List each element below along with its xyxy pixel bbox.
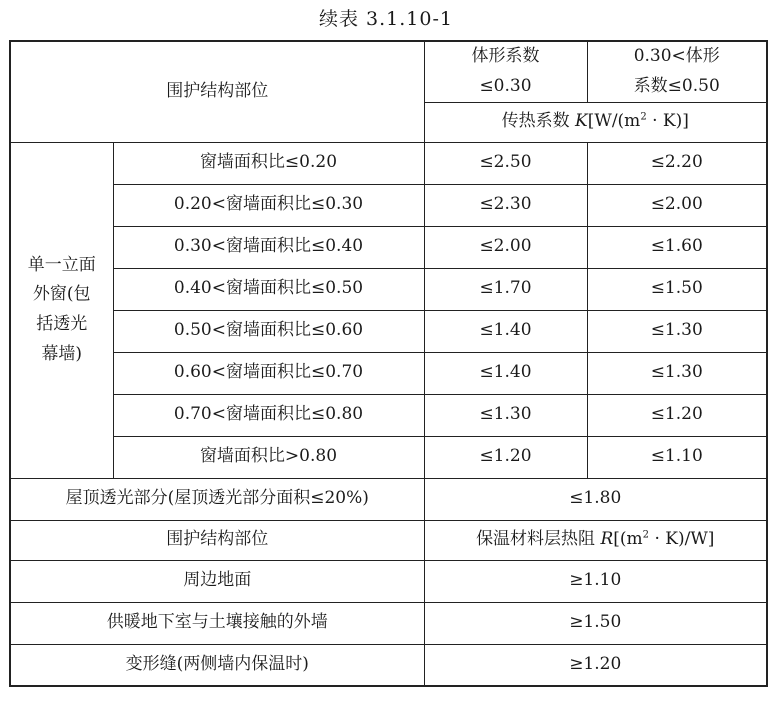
- window-row: [10, 352, 767, 394]
- r-row: [10, 602, 767, 644]
- window-row: [10, 226, 767, 268]
- roof-value: ≤1.80: [424, 478, 767, 520]
- r-header-part-label: 围护结构部位: [10, 520, 424, 560]
- header-col1-line2: ≤0.30: [479, 75, 532, 96]
- window-k-high: ≤1.20: [587, 394, 767, 436]
- header-k-sup: 2: [640, 111, 647, 123]
- roof-label: 屋顶透光部分(屋顶透光部分面积≤20%): [10, 478, 424, 520]
- r-row-value: ≥1.50: [424, 602, 767, 644]
- window-ratio: 0.60<窗墙面积比≤0.70: [113, 352, 424, 394]
- header-col1-line1: 体形系数: [471, 46, 540, 66]
- window-k-high: ≤2.00: [587, 184, 767, 226]
- header-row-top: [10, 41, 767, 102]
- header-col2-line2: 系数≤0.50: [633, 75, 720, 96]
- header-part-label: 围护结构部位: [10, 41, 424, 142]
- window-ratio: 0.40<窗墙面积比≤0.50: [113, 268, 424, 310]
- table-caption: 续表 3.1.10-1: [319, 8, 453, 30]
- r-header-prefix: 保温材料层热阻: [476, 529, 601, 550]
- window-k-high: ≤1.10: [587, 436, 767, 478]
- window-row: [10, 394, 767, 436]
- window-group-label: [10, 142, 113, 478]
- header-k-prefix: 传热系数: [501, 111, 576, 132]
- r-row-label: 周边地面: [10, 560, 424, 602]
- thermal-spec-table: [9, 40, 768, 687]
- window-k-low: ≤2.00: [424, 226, 587, 268]
- window-k-low: ≤1.30: [424, 394, 587, 436]
- window-k-high: ≤1.50: [587, 268, 767, 310]
- window-ratio: 窗墙面积比≤0.20: [113, 142, 424, 184]
- window-ratio: 0.20<窗墙面积比≤0.30: [113, 184, 424, 226]
- r-row-value: ≥1.10: [424, 560, 767, 602]
- window-ratio: 0.70<窗墙面积比≤0.80: [113, 394, 424, 436]
- window-k-low: ≤1.20: [424, 436, 587, 478]
- r-row: [10, 644, 767, 686]
- r-row-value: ≥1.20: [424, 644, 767, 686]
- header-shape-coef-high: [587, 41, 767, 102]
- window-k-low: ≤1.40: [424, 310, 587, 352]
- window-ratio: 0.30<窗墙面积比≤0.40: [113, 226, 424, 268]
- r-header-unit-b: · K)/W]: [649, 529, 715, 550]
- r-header-unit-a: [(m: [613, 529, 643, 550]
- window-label-line: 单一立面: [27, 254, 96, 275]
- window-label-line: 幕墙): [41, 343, 83, 364]
- header-k-symbol: K: [575, 111, 588, 132]
- window-row: [10, 184, 767, 226]
- header-k-unit-b: · K)]: [646, 111, 689, 132]
- window-label-line: 括透光: [36, 314, 88, 334]
- r-row-label: 供暖地下室与土壤接触的外墙: [10, 602, 424, 644]
- window-label-line: 外窗(包: [32, 284, 91, 305]
- roof-row: [10, 478, 767, 520]
- window-row: [10, 142, 767, 184]
- window-row: [10, 436, 767, 478]
- window-row: [10, 310, 767, 352]
- r-row: [10, 560, 767, 602]
- window-k-high: ≤1.30: [587, 310, 767, 352]
- r-header-row: [10, 520, 767, 560]
- window-ratio: 0.50<窗墙面积比≤0.60: [113, 310, 424, 352]
- window-k-high: ≤1.30: [587, 352, 767, 394]
- header-shape-coef-low: [424, 41, 587, 102]
- r-header-sup: 2: [642, 529, 650, 541]
- window-row: [10, 268, 767, 310]
- r-row-label: 变形缝(两侧墙内保温时): [10, 644, 424, 686]
- window-k-low: ≤2.30: [424, 184, 587, 226]
- window-ratio: 窗墙面积比>0.80: [113, 436, 424, 478]
- r-header-label: [424, 520, 767, 560]
- header-k-label: [424, 102, 767, 142]
- window-k-low: ≤1.70: [424, 268, 587, 310]
- header-k-unit-a: [W/(m: [587, 111, 641, 132]
- window-k-low: ≤2.50: [424, 142, 587, 184]
- window-k-high: ≤2.20: [587, 142, 767, 184]
- window-k-low: ≤1.40: [424, 352, 587, 394]
- window-k-high: ≤1.60: [587, 226, 767, 268]
- r-header-symbol: R: [600, 529, 614, 550]
- header-col2-line1: 0.30<体形: [633, 46, 720, 66]
